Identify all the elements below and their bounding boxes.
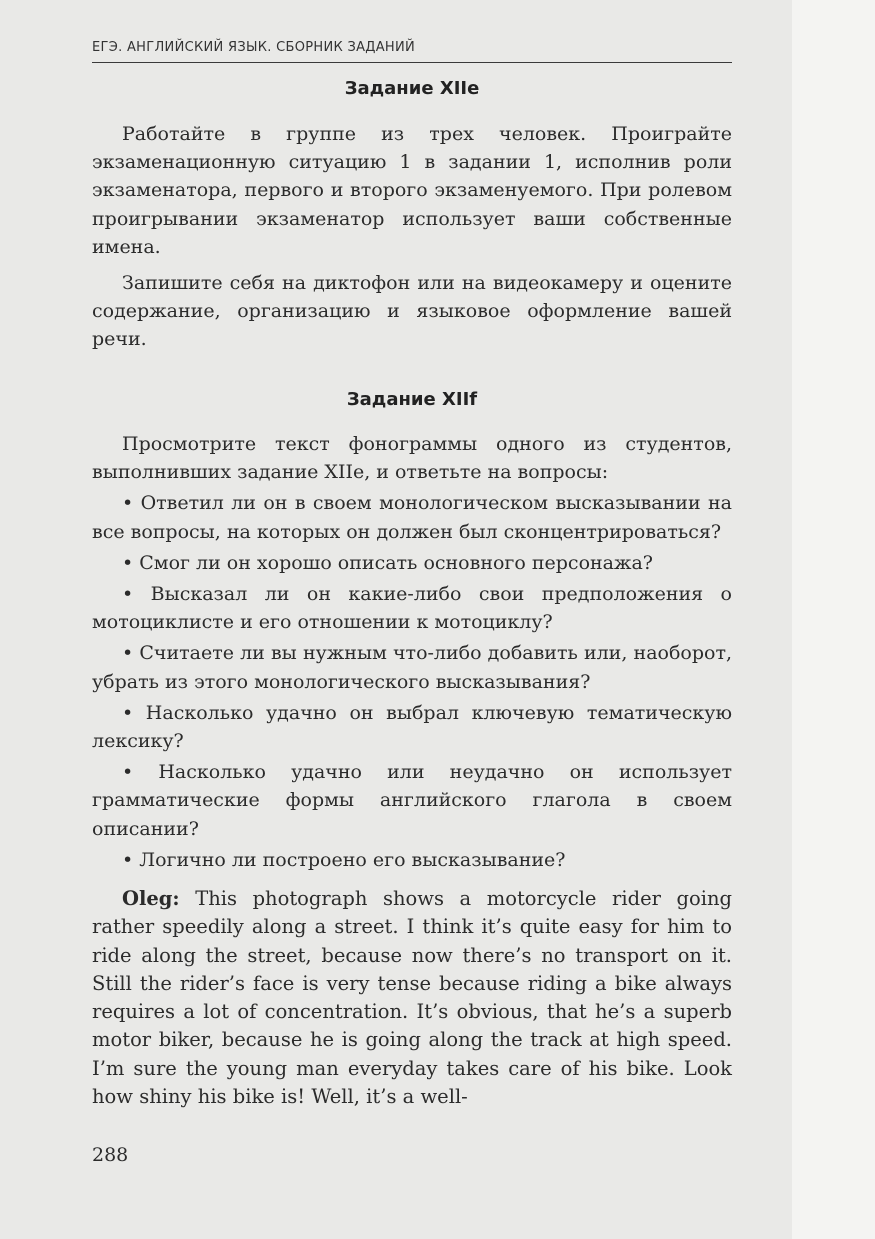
page-number: 288	[92, 1144, 129, 1166]
task-xiif-body	[92, 430, 732, 874]
question-item: • Насколько удачно он выбрал ключевую тематическую лексику?	[92, 701, 732, 753]
speaker-name: Oleg:	[122, 887, 180, 910]
question-item: • Смог ли он хорошо описать основного персонажа?	[122, 551, 653, 574]
task-xiif-title: Задание XIIf	[346, 389, 478, 410]
question-item: • Насколько удачно или неудачно он использует грамматические формы английского глагола в своем описании?	[92, 761, 732, 840]
question-item: • Логично ли построено его высказывание?	[122, 848, 566, 871]
task-xiie-paragraph-2: Запишите себя на диктофон или на видеокамеру и оцените содержание, организацию и языковое оформление вашей речи.	[92, 272, 732, 351]
question-item: • Ответил ли он в своем монологическом высказывании на все вопросы, на которых он должен был сконцентрироваться?	[92, 492, 732, 543]
task-xiie-paragraph-1: Работайте в группе из трех человек. Проиграйте экзаменационную ситуацию 1 в задании 1, исполнив роли экзаменатора, первого и второго экзаменуемого. При ролевом проигрывании экзаменатор использует ваши собственные имена.	[92, 123, 732, 258]
task-xiif-intro: Просмотрите текст фонограммы одного из студентов, выполнивших задание XIIe, и ответьте на вопросы:	[92, 433, 732, 484]
question-item: • Высказал ли он какие-либо свои предположения о мотоциклисте и его отношении к мотоциклу?	[92, 583, 732, 634]
page-edge	[792, 0, 875, 1239]
transcript	[92, 885, 732, 1111]
question-item: • Считаете ли вы нужным что-либо добавить или, наоборот, убрать из этого монологического высказывания?	[92, 642, 732, 693]
running-head: ЕГЭ. АНГЛИЙСКИЙ ЯЗЫК. СБОРНИК ЗАДАНИЙ	[92, 40, 732, 63]
task-xiie-title: Задание XIIe	[344, 78, 480, 99]
task-xiie-body	[92, 120, 732, 354]
transcript-text: This photograph shows a motorcycle rider going rather speedily along a street. I think it’s quite easy for him to ride along the street, because now there’s no transport on it. Still the rider’s face is very tense because riding a bike always requires a lot of concentration. It’s obvious, that he’s a superb motor biker, because he is going along the track at high speed. I’m sure the young man everyday takes care of his bike. Look how shiny his bike is! Well, it’s a well-	[92, 887, 732, 1109]
